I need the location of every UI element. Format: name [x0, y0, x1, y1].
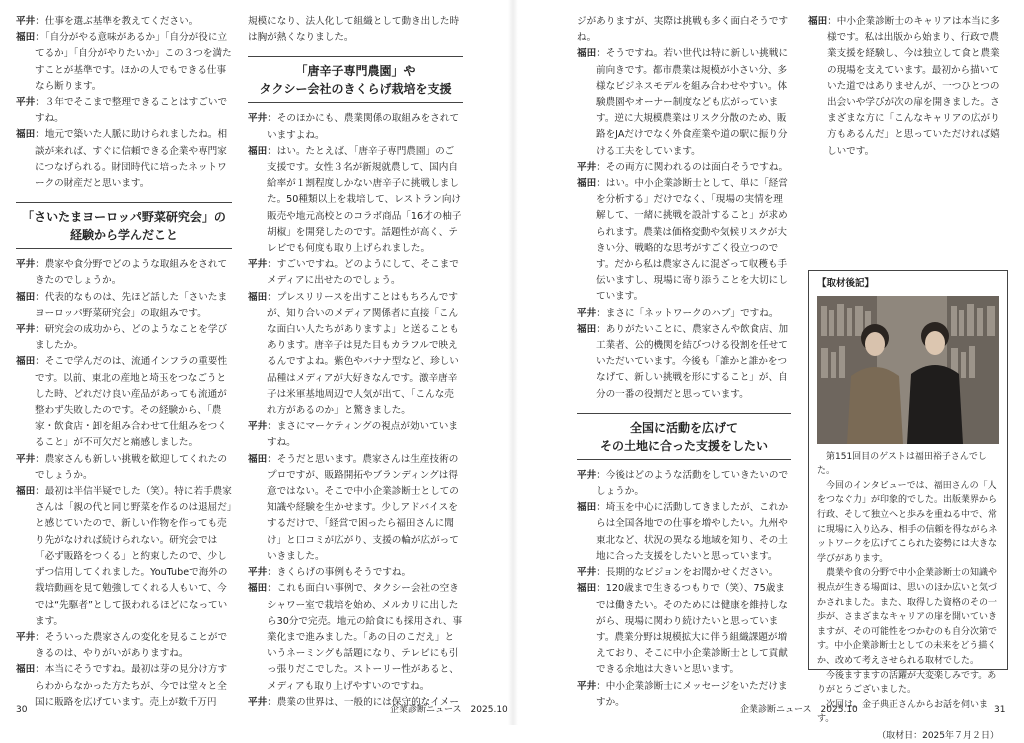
dialogue-text: ：そこで学んだのは、流通インフラの重要性です。以前、東北の産地と埼玉をつなごうとした時、どれだけ良い産品があっても流通が整わず失敗したのです。その経験から、「農家・飲食店・卸を組み合わせて仕組みをつくること」が不可欠だと痛感しました。 — [35, 356, 228, 449]
page-gutter — [508, 0, 518, 725]
dialogue-text: ジがありますが、実際は挑戦も多く面白そうですね。 — [577, 16, 789, 44]
dialogue-text: ：中小企業診断士のキャリアは本当に多様です。私は出版から始まり、行政で農業支援を経験し、今は独立して食と農業の現場を支えています。最初から描いていた道ではありませんが、一つひとつの出会いや学びが次の扉を開きました。さまざまな方に「こんなキャリアの広がり方もあるんだ」と思っていただければ嬉しいです。 — [827, 16, 1000, 157]
dialogue-paragraph — [248, 581, 463, 694]
section-heading — [577, 413, 791, 460]
dialogue-paragraph — [248, 144, 463, 257]
dialogue-text: ：そうだと思います。農家さんは生産技術のプロですが、販路開拓やブランディングは得意ではない。そこで中小企業診断士としての知識や経験を生かせます。少しアドバイスをするだけで、「経営で困ったら福田さんに聞け」と口コミが広がり、支援の輪が広がっていきました。 — [267, 453, 459, 562]
section-heading-line: 経験から学んだこと — [69, 228, 178, 243]
photo-illustration — [817, 296, 999, 444]
dialogue-text: ：そうですね。若い世代は特に新しい挑戦に前向きです。都市農業は規模が小さい分、多様なビジネスモデルを組み合わせやすい。体験農園やオーナー制度なども広がっています。逆に大規模農業はリスク分散のため、販路をJAだけでなく外食産業や道の駅に振り分ける工夫をしています。 — [596, 48, 789, 157]
left-page-column-2 — [248, 14, 463, 711]
speaker-name: 平井 — [248, 113, 268, 125]
dialogue-text: ：長期的なビジョンをお聞かせください。 — [596, 567, 779, 579]
speaker-name: 福田 — [248, 453, 268, 465]
dialogue-paragraph — [248, 290, 463, 420]
right-footer-title: 企業診断ニュース 2025.10 — [740, 705, 858, 715]
speaker-name: 福田 — [577, 48, 597, 60]
afterword-title: 【取材後記】 — [817, 278, 875, 289]
dialogue-paragraph — [808, 14, 1008, 160]
speaker-name: 平井 — [16, 97, 36, 109]
speaker-name: 福田 — [808, 16, 828, 27]
dialogue-paragraph — [16, 14, 232, 30]
speaker-name: 福田 — [248, 583, 268, 595]
section-heading-line: 「唐辛子専門農園」や — [295, 64, 416, 79]
speaker-name: 福田 — [16, 291, 36, 303]
speaker-name: 福田 — [577, 583, 597, 595]
dialogue-paragraph — [248, 565, 463, 581]
interview-photo — [817, 296, 999, 444]
section-heading-line: タクシー会社のきくらげ栽培を支援 — [259, 82, 452, 97]
speaker-name: 福田 — [577, 323, 597, 335]
dialogue-text: ：その両方に関われるのは面白そうですね。 — [596, 161, 789, 173]
speaker-name: 福田 — [577, 178, 597, 190]
right-page-number: 31 — [994, 705, 1006, 715]
left-page-column-1 — [16, 14, 232, 711]
dialogue-paragraph — [577, 322, 791, 403]
speaker-name: 福田 — [16, 664, 36, 676]
dialogue-text: ：代表的なものは、先ほど話した「さいたまヨーロッパ野菜研究会」の取組みです。 — [35, 291, 228, 319]
dialogue-paragraph — [577, 565, 791, 581]
speaker-name: 福田 — [248, 145, 268, 157]
dialogue-paragraph — [16, 257, 232, 289]
dialogue-text: ：３年でそこまで整理できることはすごいですね。 — [35, 97, 228, 125]
afterword-paragraph: 第151回目のゲストは福田裕子さんでした。 — [817, 451, 987, 477]
section-heading — [16, 202, 232, 249]
dialogue-paragraph — [16, 484, 232, 630]
dialogue-text: ：きくらげの事例もそうですね。 — [267, 567, 412, 579]
dialogue-paragraph — [577, 160, 791, 176]
dialogue-text: 規模になり、法人化して組織として動き出した時は胸が熱くなりました。 — [248, 16, 460, 44]
dialogue-text: ：これも面白い事例で、タクシー会社の空きシャワー室で栽培を始め、メルカリに出したら30分で完売。地元の給食にも採用され、事業化まで進みました。「あの日のこだえ」というネーミングも話題になり、テレビにも引っ張りだこでした。ストーリー性があると、メディアも取り上げやすいのですね。 — [267, 583, 463, 692]
dialogue-paragraph — [16, 95, 232, 127]
dialogue-paragraph — [16, 30, 232, 95]
dialogue-text: ：研究会の成功から、どのようなことを学びましたか。 — [35, 324, 228, 352]
dialogue-paragraph — [16, 452, 232, 484]
dialogue-text: ：まさにマーケティングの視点が効いていますね。 — [267, 421, 458, 449]
left-footer-title: 企業診断ニュース 2025.10 — [390, 705, 508, 715]
dialogue-paragraph — [16, 290, 232, 322]
dialogue-text: ：本当にそうですね。最初は芽の見分け方すらわからなかった方たちが、今では堂々と全国に販路を広げています。売上が数千万円 — [35, 664, 228, 708]
dialogue-text: ：農家さんも新しい挑戦を歓迎してくれたのでしょうか。 — [35, 453, 228, 481]
afterword-paragraph: 次回は、金子典正さんからお話を伺います。 — [817, 699, 989, 725]
speaker-name: 平井 — [577, 680, 597, 692]
dialogue-paragraph — [577, 46, 791, 159]
dialogue-paragraph — [577, 468, 791, 500]
dialogue-paragraph — [248, 257, 463, 289]
right-page-column-2 — [808, 14, 1008, 160]
speaker-name: 福田 — [16, 129, 36, 141]
dialogue-text: ：「自分がやる意味があるか」「自分が役に立てるか」「自分がやりたいか」この３つを満たすことが基準です。ほかの人でもできる仕事なら断ります。 — [35, 32, 232, 92]
continued-text — [248, 14, 463, 46]
dialogue-text: ：ありがたいことに、農家さんや飲食店、加工業者、公的機関を結びつける役割を任せていただいています。今後も「誰かと誰かをつなげて、新しい挑戦を形にすること」が、自分の一番の役割だと思っています。 — [596, 323, 789, 400]
section-heading-line: その土地に合った支援をしたい — [599, 438, 768, 453]
dialogue-text: ：農業の世界は、一般的には保守的なイメー — [267, 696, 459, 708]
dialogue-paragraph — [577, 581, 791, 678]
speaker-name: 平井 — [248, 567, 268, 579]
dialogue-text: ：今後はどのような活動をしていきたいのでしょうか。 — [596, 469, 789, 498]
dialogue-text: ：120歳まで生きるつもりで（笑）、75歳までは働きたい。そのためには健康を維持しながら、現場に関わり続けたいと思っています。農業分野は規模拡大に伴う組織課題が増えており、そこに中小企業診断士として貢献できる余地は大きいと思います。 — [596, 583, 788, 676]
dialogue-text: ：はい。たとえば、「唐辛子専門農園」のご支援です。女性３名が新規就農して、国内自給率が１割程度しかない唐辛子に挑戦しました。50種類以上を栽培して、レストラン向け販売や地元高校とのコラボ商品「16才の柚子胡椒」を開発したのです。話題性が高く、テレビでも何度も取り上げられました。 — [267, 145, 462, 255]
dialogue-paragraph — [248, 419, 463, 451]
left-page-number: 30 — [16, 705, 28, 715]
dialogue-paragraph — [248, 111, 463, 143]
dialogue-text: ：そういった農家さんの変化を見ることができるのは、やりがいがありますね。 — [35, 631, 228, 660]
speaker-name: 平井 — [16, 324, 36, 336]
speaker-name: 福田 — [577, 502, 597, 514]
speaker-name: 平井 — [16, 453, 36, 465]
afterword-paragraph: 農業や食の分野で中小企業診断士の知識や視点が生きる場面は、思いのほか広いと気づかされました。また、取得した資格のその一歩が、さまざまなキャリアの扉を開いていきますが、その可能性をつかむのも自分次第です。中小企業診断士としての未来をどう描くか、改めて考えさせられる取材でした。 — [817, 568, 998, 666]
speaker-name: 平井 — [248, 421, 268, 433]
dialogue-text: ：農家や食分野でどのような取組みをされてきたのでしょうか。 — [35, 259, 228, 287]
dialogue-paragraph — [577, 176, 791, 306]
speaker-name: 平井 — [577, 469, 597, 481]
speaker-name: 福田 — [16, 32, 36, 44]
afterword-body — [817, 450, 999, 727]
section-heading-line: 「さいたまヨーロッパ野菜研究会」の — [22, 210, 226, 225]
afterword-paragraph: 今後ますますの活躍が大変楽しみです。ありがとうございました。 — [817, 670, 997, 696]
dialogue-paragraph — [16, 630, 232, 662]
speaker-name: 平井 — [16, 631, 36, 643]
dialogue-paragraph — [577, 500, 791, 565]
speaker-name: 平井 — [577, 307, 597, 319]
speaker-name: 平井 — [16, 259, 36, 271]
dialogue-paragraph — [577, 306, 791, 322]
dialogue-text: ：最初は半信半疑でした（笑）。特に若手農家さんは「親の代と同じ野菜を作るのは退屈だ」と感じていたので、新しい作物を作っても売り先がなければ続けられない。研究会では「必ず販路をつくる」と約束したので、少しずつ信用してくれました。YouTubeで海外の栽培動画を見て勉強してくれる人もいて、今では“先駆者”として扱われるほどになっています。 — [35, 486, 232, 627]
speaker-name: 福田 — [16, 486, 36, 498]
dialogue-paragraph — [16, 354, 232, 451]
right-page-column-1 — [577, 14, 791, 711]
afterword-date: （取材日：2025年７月２日） — [877, 730, 999, 741]
speaker-name: 福田 — [248, 291, 268, 303]
dialogue-text: ：すごいですね。どのようにして、そこまでメディアに出せたのでしょう。 — [267, 259, 459, 287]
dialogue-paragraph — [16, 662, 232, 711]
dialogue-text: ：埼玉を中心に活動してきましたが、これからは全国各地での仕事を増やしたい。九州や東北など、状況の異なる地域を知り、その土地に合った支援をしたいと思っています。 — [596, 502, 789, 562]
dialogue-paragraph — [16, 322, 232, 354]
dialogue-text: ：まさに「ネットワークのハブ」ですね。 — [596, 307, 779, 319]
speaker-name: 平井 — [248, 696, 268, 708]
dialogue-text: ：仕事を選ぶ基準を教えてください。 — [35, 16, 199, 27]
speaker-name: 平井 — [577, 161, 597, 173]
afterword-paragraph: 今回のインタビューでは、福田さんの「人をつなぐ力」が印象的でした。出版業界から行政、そして独立へと歩みを重ねる中で、常に現場に入り込み、相手の信頼を得ながらネットワークを広げてこられた姿勢には大きな学びがあります。 — [817, 480, 998, 564]
continued-text — [577, 14, 791, 46]
speaker-name: 平井 — [16, 16, 36, 27]
dialogue-text: ：プレスリリースを出すことはもちろんですが、知り合いのメディア関係者に直接「こんな面白い人たちがありますよ」と送ることもあります。唐辛子は見た目もカラフルで映えるんですよね。紫色やバナナ型など、珍しい品種はメディアが大好きなんです。激辛唐辛子は米軍基地周辺で人気が出て、「こんな売れ方があるのか」と驚きました。 — [267, 291, 459, 417]
section-heading-line: 全国に活動を広げて — [629, 420, 738, 435]
speaker-name: 平井 — [248, 259, 268, 271]
dialogue-text: ：地元で築いた人脈に助けられましたね。相談が来れば、すぐに信頼できる企業や専門家につなげられる。財団時代に培ったネットワークの財産だと思います。 — [35, 129, 228, 190]
speaker-name: 平井 — [577, 567, 597, 579]
dialogue-text: ：中小企業診断士にメッセージをいただけますか。 — [596, 680, 788, 708]
speaker-name: 福田 — [16, 356, 36, 368]
section-heading — [248, 56, 463, 103]
dialogue-text: ：そのほかにも、農業関係の取組みをされていますよね。 — [267, 113, 460, 141]
dialogue-text: ：はい。中小企業診断士として、単に「経営を分析する」だけでなく、「現場の実情を理解して、一緒に挑戦を設計すること」が求められます。農業は価格変動や気候リスクが大きい分、戦略的な思考がすごく役立つのです。だから私は農家さんに混ざって収穫も手伝いますし、現場に寄り添うことを大切にしています。 — [596, 178, 788, 303]
dialogue-paragraph — [248, 452, 463, 565]
dialogue-paragraph — [16, 127, 232, 192]
